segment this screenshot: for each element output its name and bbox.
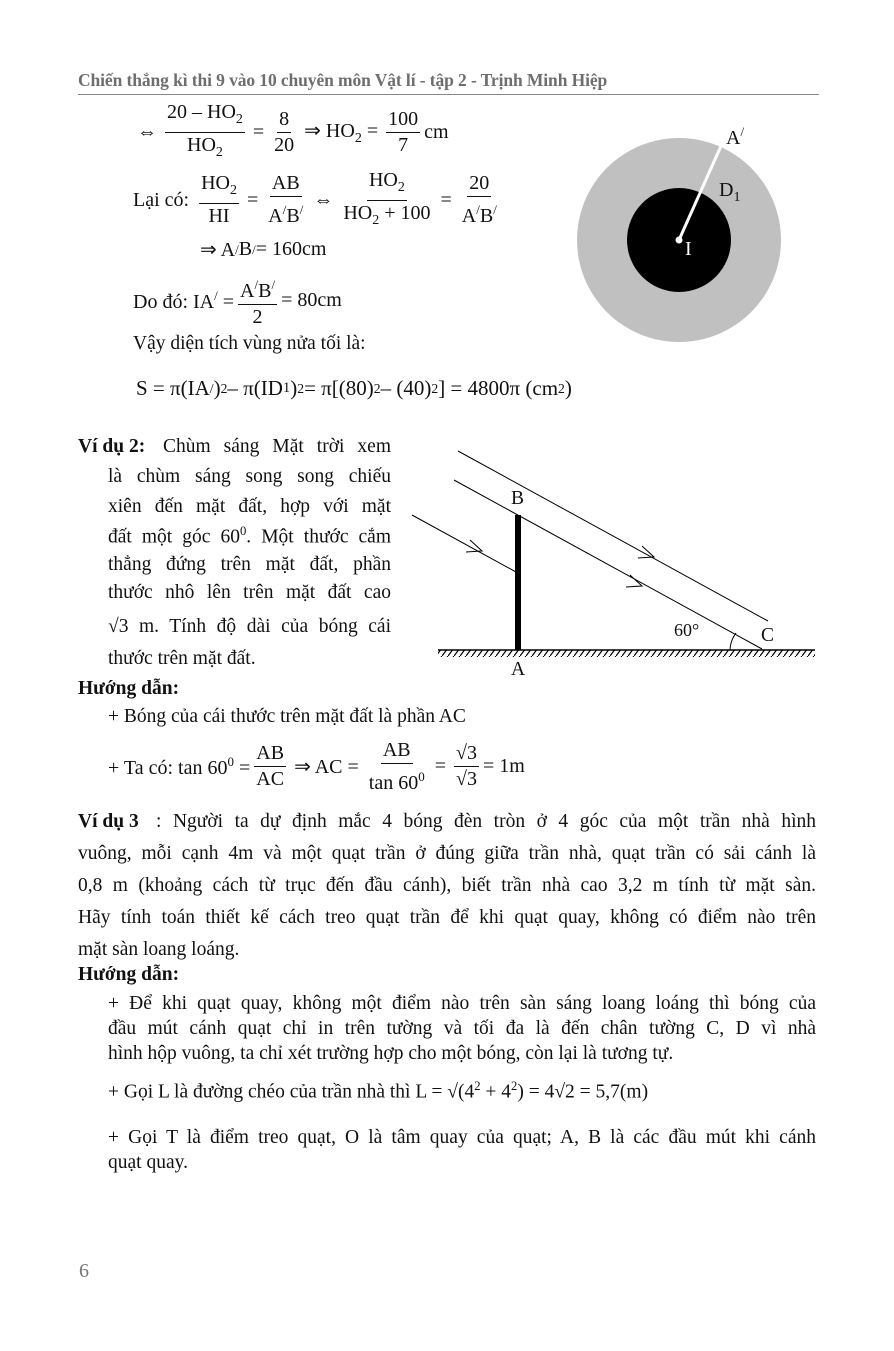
formula-ratio: Lại có: $\frac{HO_2}{HI}$ = $\frac{AB}{A^/B^/}$ ⇔ $\frac{HO_2}{HO_2 + 100}$ = $\frac{20}{A^/B^/}$: [133, 169, 497, 228]
ex2-line: là chùm sáng song song chiếu: [108, 466, 391, 487]
formula-ab: ⇒ A / B / = 160cm: [200, 238, 327, 261]
label-a-prime: A/: [726, 124, 745, 149]
guide-step: + Bóng của cái thước trên mặt đất là phần AC: [108, 706, 466, 727]
ex3-line: vuông, mỗi cạnh 4m và một quạt trần ở đúng giữa trần nhà, quạt trần có sải cánh là: [78, 843, 816, 864]
ground-hatching: [438, 650, 815, 657]
shadow-circle-diagram: [570, 125, 790, 350]
guide-line: + Để khi quạt quay, không một điểm nào trên sàn sáng loang loáng thì bóng của: [108, 993, 816, 1014]
formula-ia: Do đó: IA/ = $\frac{A^/B^/}{2}$ = 80cm: [133, 272, 342, 330]
ex3-line: Hãy tính toán thiết kế cách treo quạt trần để khi quạt quay, không có điểm nào trên: [78, 907, 816, 928]
ex2-line: thước trên mặt đất.: [108, 648, 256, 669]
center-point: [676, 237, 683, 244]
arrow-icon: [638, 546, 654, 558]
example-3-title: Ví dụ 3: [78, 811, 139, 832]
sun-ray-lower: [412, 515, 516, 572]
area-intro: Vậy diện tích vùng nửa tối là:: [133, 333, 366, 354]
ex3-line: 0,8 m (khoảng cách từ trục đến đầu cánh), biết trần nhà cao 3,2 m tính từ mặt sàn.: [78, 875, 816, 896]
sun-ray-diagram: [400, 440, 820, 660]
sun-ray-top: [458, 451, 768, 621]
label-d1: $D_1$: [719, 179, 741, 205]
formula-tan: + Ta có: $\tan 60^0$ = $\frac{AB}{AC}$ ⇒ AC = $\frac{AB}{\tan 60^0}$ = $\frac{√3}{√3}$ = 1m: [108, 739, 525, 794]
ex2-line: xiên đến mặt đất, hợp với mặt: [108, 496, 391, 517]
page-number: 6: [79, 1260, 89, 1282]
label-angle: 60°: [674, 620, 700, 640]
sun-ray-middle: [454, 480, 762, 649]
label-c: C: [761, 625, 775, 646]
ex3-line: : Người ta dự định mắc 4 bóng đèn tròn ở 4 góc của một trần nhà hình: [156, 811, 816, 832]
ex2-line: Chùm sáng Mặt trời xem: [163, 436, 391, 457]
guide-heading: Hướng dẫn:: [78, 678, 180, 699]
formula-ho2: ⇔ $\frac{20 - HO_2}{HO_2}$ = $\frac{8}{20}$ ⇒ $HO_2$ = $\frac{100}{7}$ cm: [137, 101, 449, 160]
guide-line: + Gọi T là điểm treo quạt, O là tâm quay của quạt; A, B là các đầu mút khi cánh: [108, 1127, 816, 1148]
angle-arc: [730, 633, 736, 650]
arrow-icon: [626, 575, 642, 587]
ex2-line: đất một góc $60^0$. Một thước cắm: [108, 524, 391, 548]
guide-line: hình hộp vuông, ta chỉ xét trường hợp cho một bóng, còn lại là tương tự.: [108, 1043, 674, 1064]
ex2-line: √3 m. Tính độ dài của bóng cái: [108, 616, 391, 637]
label-b: B: [511, 488, 525, 509]
running-header: Chiến thắng kì thi 9 vào 10 chuyên môn Vật lí - tập 2 - Trịnh Minh Hiệp: [78, 70, 608, 90]
guide-line-diagonal: + Gọi L là đường chéo của trần nhà thì $L = √(4^2 + 4^2) = 4√2 = 5,7(m)$: [108, 1079, 649, 1103]
example-2-title: Ví dụ 2:: [78, 436, 146, 457]
label-a: A: [511, 659, 526, 680]
ex2-line: thước nhô lên trên mặt đất cao: [108, 582, 391, 603]
guide-line: đầu mút cánh quạt chỉ in trên tường và tối đa là đến chân tường C, D vì nhà: [108, 1018, 816, 1039]
ex2-line: thẳng đứng trên mặt đất, phần: [108, 554, 391, 575]
guide-line: quạt quay.: [108, 1152, 188, 1173]
guide-heading: Hướng dẫn:: [78, 964, 180, 985]
label-i: I: [685, 238, 692, 260]
header-rule: [78, 94, 819, 95]
formula-area: S = π(IA / ) 2 – π(ID 1 ) 2 = π[(80) 2 – (40) 2 ] = 4800π (cm 2 ): [136, 376, 572, 400]
ex3-line: mặt sàn loang loáng.: [78, 939, 240, 960]
